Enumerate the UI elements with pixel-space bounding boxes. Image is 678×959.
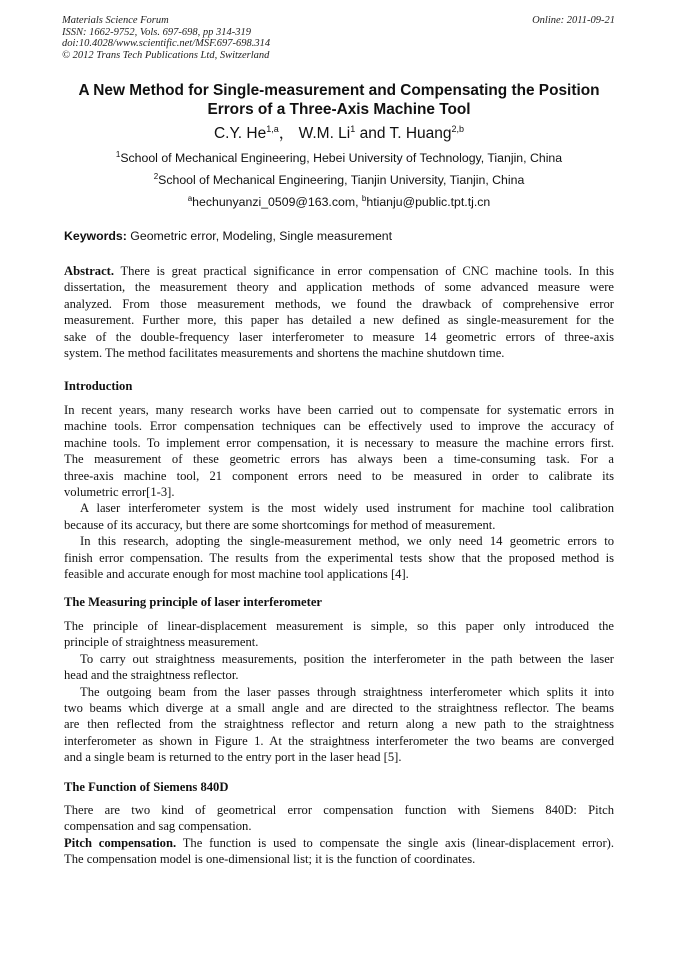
text-line: A laser interferometer system is the most widely used instrument for machine tool calibration xyxy=(80,501,614,516)
author-list xyxy=(40,124,638,145)
issn-line: ISSN: 1662-9752, Vols. 697-698, pp 314-319 xyxy=(62,26,251,38)
copyright-line: © 2012 Trans Tech Publications Ltd, Switzerland xyxy=(62,49,270,61)
text-line: feasible and accurate enough for most machine tool applications [4]. xyxy=(64,567,409,582)
author-affiliation-mark: 2,b xyxy=(451,124,465,134)
text-line: principle of straightness measurement. xyxy=(64,635,259,650)
text-line: sake of the double-frequency laser interferometer to measure 14 geometric errors of three-axis xyxy=(64,329,614,344)
email-mark: a xyxy=(187,194,193,203)
text-line: interferometer as shown in Figure 1. At the straightness interferometer the two beams are converged xyxy=(64,733,614,748)
keywords xyxy=(64,229,624,244)
section-heading-introduction: Introduction xyxy=(64,379,133,393)
author-name: T. Huang xyxy=(389,125,452,142)
affiliation-mark: 2 xyxy=(153,172,159,181)
affiliation-1 xyxy=(40,151,638,167)
section-heading-measuring-principle: The Measuring principle of laser interferometer xyxy=(64,595,322,609)
title-line-1: A New Method for Single-measurement and Compensating the Position xyxy=(78,82,600,99)
email-link[interactable]: htianju@public.tpt.tj.cn xyxy=(366,195,491,209)
measuring-principle-body xyxy=(64,618,614,766)
abstract xyxy=(64,263,614,361)
text-line: finish error compensation. The results from the experimental tests show that the proposed method is xyxy=(64,550,614,565)
email-mark: b xyxy=(361,194,367,203)
affiliation-mark: 1 xyxy=(115,150,121,159)
text-line: compensation and sag compensation. xyxy=(64,819,252,834)
text-line: To carry out straightness measurements, position the interferometer in the path between the laser xyxy=(80,651,614,666)
journal-name: Materials Science Forum xyxy=(62,15,169,26)
author-affiliation-mark: 1,a xyxy=(266,124,279,134)
text-line: are then reflected from the straightness reflector and return along a new path to the straightness xyxy=(64,717,614,732)
text-line: analyzed. From those measurement methods, we found the drawback of comprehensive error xyxy=(64,296,614,311)
text-line: The outgoing beam from the laser passes through straightness interferometer which splits it into xyxy=(80,684,614,699)
text-line: dissertation, the measurement theory and application methods of some advanced measure were xyxy=(64,280,614,295)
text-line: The compensation model is one-dimensional list; it is the function of coordinates. xyxy=(64,852,476,867)
affiliation-2 xyxy=(40,173,638,189)
section-heading-siemens-840d: The Function of Siemens 840D xyxy=(64,780,229,794)
introduction-body xyxy=(64,402,614,582)
author-conjunction: and xyxy=(355,125,390,142)
email-link[interactable]: hechunyanzi_0509@163.com, xyxy=(192,195,362,209)
keywords-text: Geometric error, Modeling, Single measurement xyxy=(126,229,393,243)
journal-header xyxy=(62,15,615,61)
paper-title xyxy=(40,81,638,119)
affiliation-text: School of Mechanical Engineering, Tianjin University, Tianjin, China xyxy=(158,173,525,187)
siemens-840d-body xyxy=(64,802,614,868)
text-line: because of its accuracy, but there are some shortcomings for method of measurement. xyxy=(64,517,496,532)
text-line: The principle of linear-displacement measurement is simple, so this paper only introduced the xyxy=(64,619,614,633)
text-line: machine tools. Error compensation techniques can be effectively used to improve the accuracy of xyxy=(64,419,614,434)
pitch-compensation-label: Pitch compensation. xyxy=(64,835,177,850)
text-line: There is great practical significance in error compensation of CNC machine tools. In this xyxy=(114,264,614,278)
abstract-label: Abstract. xyxy=(64,264,115,278)
author-emails xyxy=(40,195,638,211)
affiliation-text: School of Mechanical Engineering, Hebei University of Technology, Tianjin, China xyxy=(120,151,563,165)
text-line: head and the straightness reflector. xyxy=(64,668,239,683)
text-line: and a single beam is returned to the entry port in the laser head [5]. xyxy=(64,750,402,765)
text-line: In recent years, many research works have been carried out to compensate for systematic errors in xyxy=(64,403,614,417)
title-line-2: Errors of a Three-Axis Machine Tool xyxy=(207,101,471,118)
text-line: There are two kind of geometrical error compensation function with Siemens 840D: Pitch xyxy=(64,803,614,817)
text-line: The measurement of these geometric errors has always been a time-consuming task. For a xyxy=(64,452,614,467)
doi-line[interactable]: doi:10.4028/www.scientific.net/MSF.697-698.314 xyxy=(62,38,271,49)
text-line: measurement. Further more, this paper has detailed a new defined as single-measurement for the xyxy=(64,313,614,328)
author-name: W.M. Li xyxy=(298,125,351,142)
online-date: Online: 2011-09-21 xyxy=(532,15,615,26)
text-line: In this research, adopting the single-measurement method, we only need 14 geometric errors to xyxy=(80,534,614,549)
author-separator: ， xyxy=(278,125,299,142)
text-line: The function is used to compensate the single axis (linear-displacement error). xyxy=(176,835,614,850)
text-line: two beams which diverge at a small angle and are directed to the straightness reflector. The beams xyxy=(64,701,614,716)
author-affiliation-mark: 1 xyxy=(350,124,356,134)
text-line: system. The method facilitates measurements and shortens the machine shutdown time. xyxy=(64,346,505,361)
author-name: C.Y. He xyxy=(213,125,267,142)
text-line: three-axis machine tool, 21 component errors need to be measured in order to calibrate its xyxy=(64,468,614,483)
text-line: machine tools. To implement error compensation, it is necessary to measure the machine errors first. xyxy=(64,435,614,450)
keywords-label: Keywords: xyxy=(64,229,127,243)
text-line: volumetric error[1-3]. xyxy=(64,485,175,500)
